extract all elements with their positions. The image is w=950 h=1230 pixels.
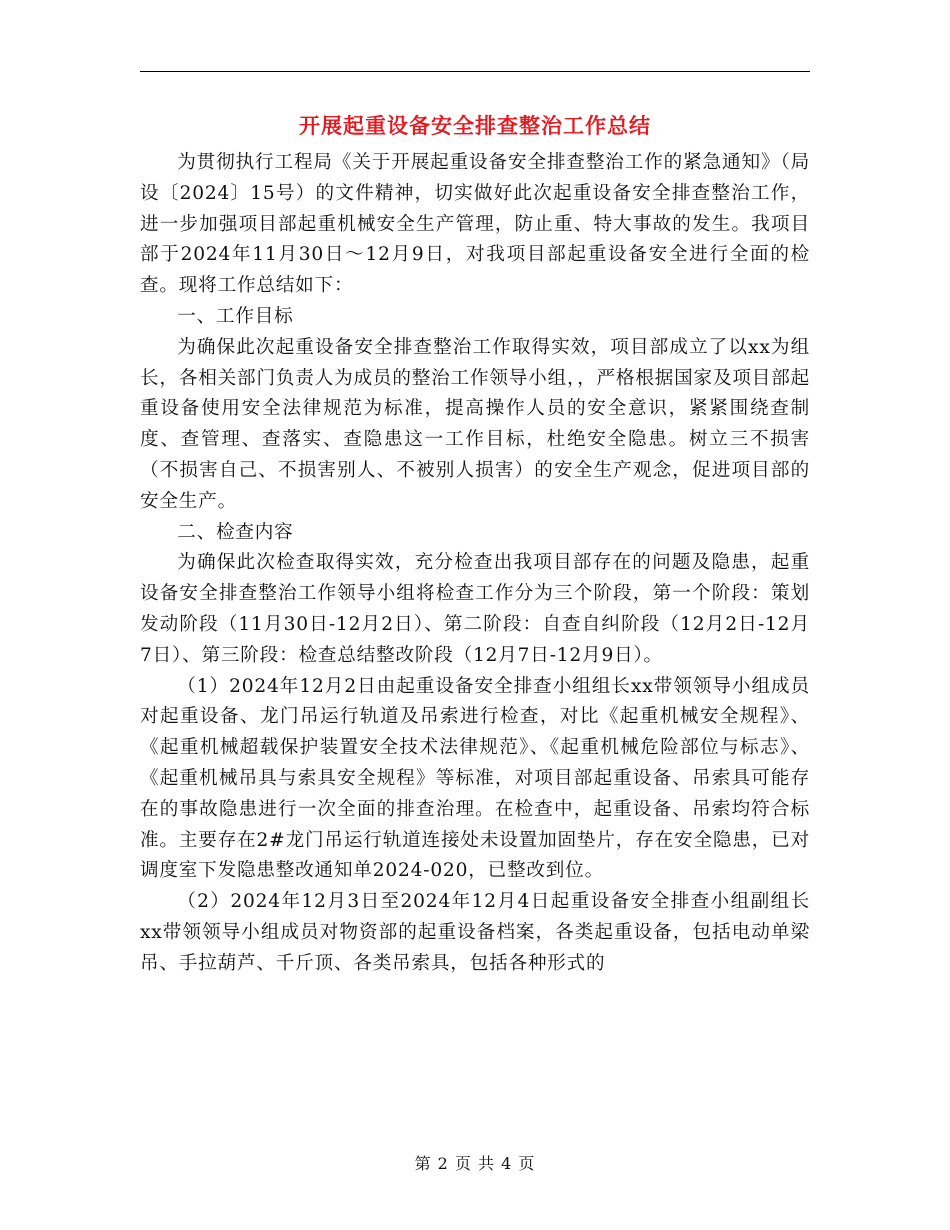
paragraph-intro: 为贯彻执行工程局《关于开展起重设备安全排查整治工作的紧急通知》（局设〔2024〕15号）的文件精神，切实做好此次起重设备安全排查整治工作，进一步加强项目部起重机械安全生产管理，防止重、特大事故的发生。我项目部于2024年11月30日～12月9日，对我项目部起重设备安全进行全面的检查。现将工作总结如下： bbox=[140, 152, 810, 297]
paragraph-item-1: （1）2024年12月2日由起重设备安全排查小组组长xx带领领导小组成员对起重设备、龙门吊运行轨道及吊索进行检查，对比《起重机械安全规程》、《起重机械超载保护装置安全技术法律规范》、《起重机械危险部位与标志》、《起重机械吊具与索具安全规程》等标准，对项目部起重设备、吊索具可能存在的事故隐患进行一次全面的排查治理。在检查中，起重设备、吊索均符合标准。主要存在2#龙门吊运行轨道连接处未设置加固垫片，存在安全隐患，已对调度室下发隐患整改通知单2024-020，已整改到位。 bbox=[140, 675, 810, 882]
document-title: 开展起重设备安全排查整治工作总结 bbox=[299, 113, 651, 138]
page-number: 第 2 页 共 4 页 bbox=[414, 1154, 536, 1173]
document-body bbox=[140, 148, 810, 980]
section-heading-goal: 一、工作目标 bbox=[177, 305, 294, 327]
paragraph-item-2: （2）2024年12月3日至2024年12月4日起重设备安全排查小组副组长xx带领领导小组成员对物资部的起重设备档案，各类起重设备，包括电动单梁吊、手拉葫芦、千斤顶、各类吊索具，包括各种形式的 bbox=[140, 891, 810, 974]
header-rule bbox=[140, 71, 810, 72]
paragraph-content: 为确保此次检查取得实效，充分检查出我项目部存在的问题及隐患，起重设备安全排查整治工作领导小组将检查工作分为三个阶段，第一个阶段：策划发动阶段（11月30日-12月2日）、第二阶段：自查自纠阶段（12月2日-12月7日）、第三阶段：检查总结整改阶段（12月7日-12月9日）。 bbox=[140, 552, 810, 666]
section-heading-content: 二、检查内容 bbox=[177, 521, 294, 543]
paragraph-goal: 为确保此次起重设备安全排查整治工作取得实效，项目部成立了以xx为组长，各相关部门负责人为成员的整治工作领导小组，，严格根据国家及项目部起重设备使用安全法律规范为标准，提高操作人员的安全意识，紧紧围绕查制度、查管理、查落实、查隐患这一工作目标，杜绝安全隐患。树立三不损害（不损害自己、不损害别人、不被别人损害）的安全生产观念，促进项目部的安全生产。 bbox=[140, 336, 810, 512]
